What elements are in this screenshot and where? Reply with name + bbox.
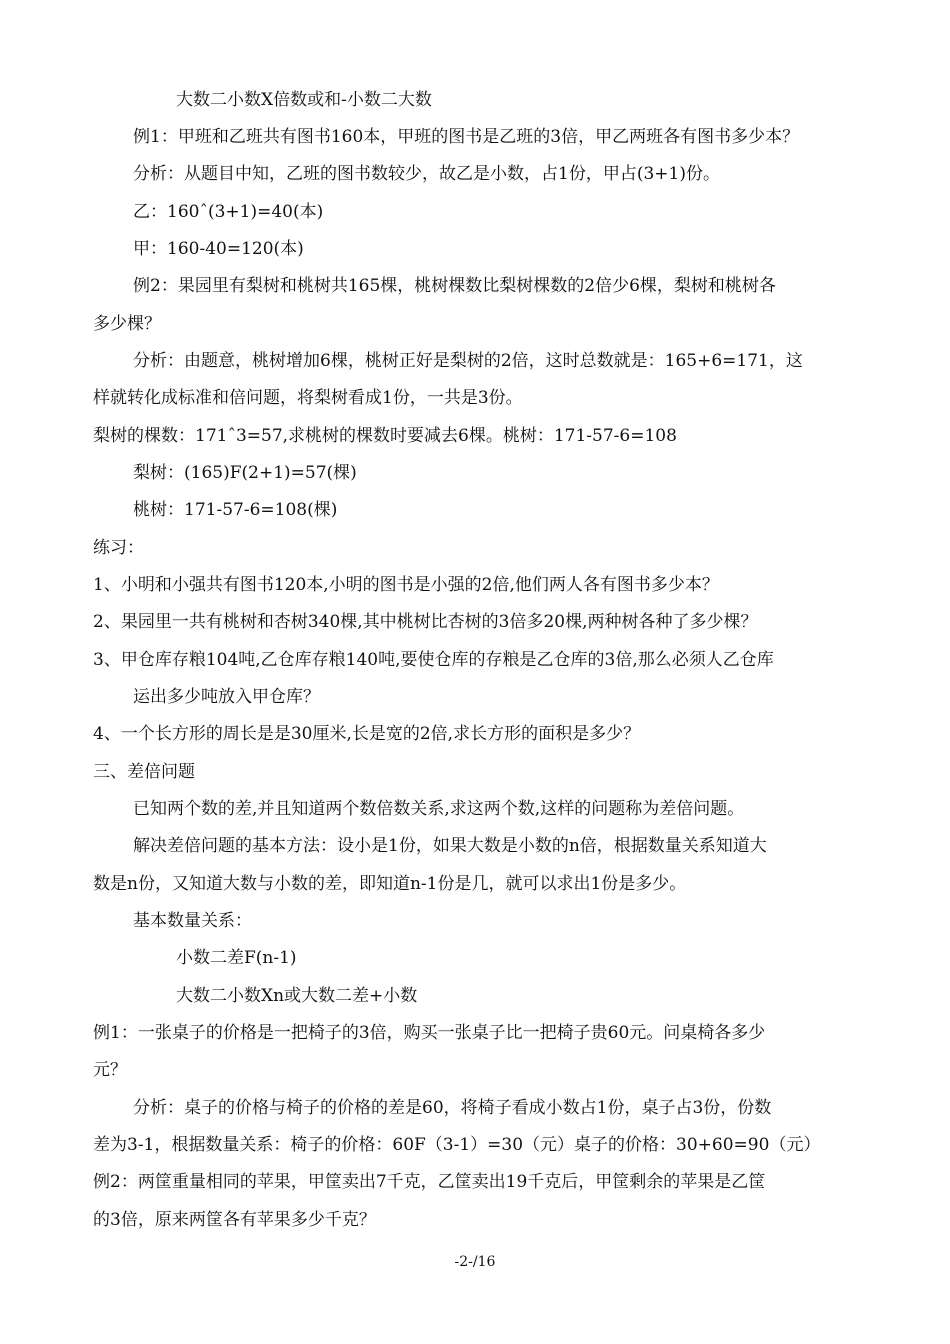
example-3-analysis: 分析：桌子的价格与椅子的价格的差是60，将椅子看成小数占1份，桌子占3份，份数 <box>133 1098 772 1118</box>
page-number: -2-/16 <box>454 1254 496 1270</box>
formula-small: 小数二差F(n-1) <box>176 948 297 968</box>
method-description: 解决差倍问题的基本方法：设小是1份，如果大数是小数的n倍，根据数量关系知道大 <box>133 836 767 856</box>
formula-large: 大数二小数Xn或大数二差+小数 <box>176 986 418 1006</box>
example-1-question: 例1：甲班和乙班共有图书160本，甲班的图书是乙班的3倍，甲乙两班各有图书多少本？ <box>133 127 800 147</box>
example-1-solution-yi: 乙：160ˆ(3+1)=40(本) <box>133 202 324 222</box>
example-2-analysis-cont: 样就转化成标准和倍问题，将梨树看成1份，一共是3份。 <box>93 388 523 408</box>
example-4-question: 例2：两筐重量相同的苹果，甲筐卖出7千克，乙筐卖出19千克后，甲筐剩余的苹果是乙筐 <box>93 1172 766 1192</box>
example-1-solution-jia: 甲：160-40=120(本) <box>133 239 304 259</box>
example-2-solution-peach: 桃树：171-57-6=108(棵) <box>133 500 338 520</box>
exercise-3-cont: 运出多少吨放入甲仓库？ <box>133 687 320 707</box>
method-description-cont: 数是n份，又知道大数与小数的差，即知道n-1份是几，就可以求出1份是多少。 <box>93 874 687 894</box>
example-3-question-cont: 元？ <box>93 1060 127 1080</box>
example-1-analysis: 分析：从题目中知，乙班的图书数较少，故乙是小数，占1份，甲占(3+1)份。 <box>133 164 720 184</box>
formula-line: 大数二小数X倍数或和-小数二大数 <box>176 90 432 110</box>
example-2-analysis: 分析：由题意，桃树增加6棵，桃树正好是梨树的2倍，这时总数就是：165+6=171，这 <box>133 351 803 371</box>
example-2-question: 例2：果园里有梨树和桃树共165棵，桃树棵数比梨树棵数的2倍少6棵，梨树和桃树各 <box>133 276 776 296</box>
exercise-2: 2、果园里一共有桃树和杏树340棵,其中桃树比杏树的3倍多20棵,两种树各种了多少棵？ <box>93 612 758 632</box>
example-2-calculation: 梨树的棵数：171ˆ3=57,求桃树的棵数时要减去6棵。桃树：171-57-6=108 <box>93 426 677 446</box>
exercise-3: 3、甲仓库存粮104吨,乙仓库存粮140吨,要使仓库的存粮是乙仓库的3倍,那么必须人乙仓库 <box>93 650 774 670</box>
example-3-question: 例1：一张桌子的价格是一把椅子的3倍，购买一张桌子比一把椅子贵60元。问桌椅各多少 <box>93 1023 766 1043</box>
exercise-4: 4、一个长方形的周长是是30厘米,长是宽的2倍,求长方形的面积是多少？ <box>93 724 641 744</box>
exercise-heading: 练习： <box>93 538 144 558</box>
section-heading: 三、差倍问题 <box>93 762 195 782</box>
example-4-question-cont: 的3倍，原来两筐各有苹果多少千克？ <box>93 1210 376 1230</box>
example-2-question-cont: 多少棵？ <box>93 314 161 334</box>
section-definition: 已知两个数的差,并且知道两个数倍数关系,求这两个数,这样的问题称为差倍问题。 <box>133 799 745 819</box>
example-3-analysis-cont: 差为3-1，根据数量关系：椅子的价格：60F（3-1）=30（元）桌子的价格：30+60=90（元） <box>93 1135 821 1155</box>
basic-relations-label: 基本数量关系： <box>133 911 252 931</box>
exercise-1: 1、小明和小强共有图书120本,小明的图书是小强的2倍,他们两人各有图书多少本？ <box>93 575 719 595</box>
example-2-solution-pear: 梨树：(165)F(2+1)=57(棵) <box>133 463 357 483</box>
